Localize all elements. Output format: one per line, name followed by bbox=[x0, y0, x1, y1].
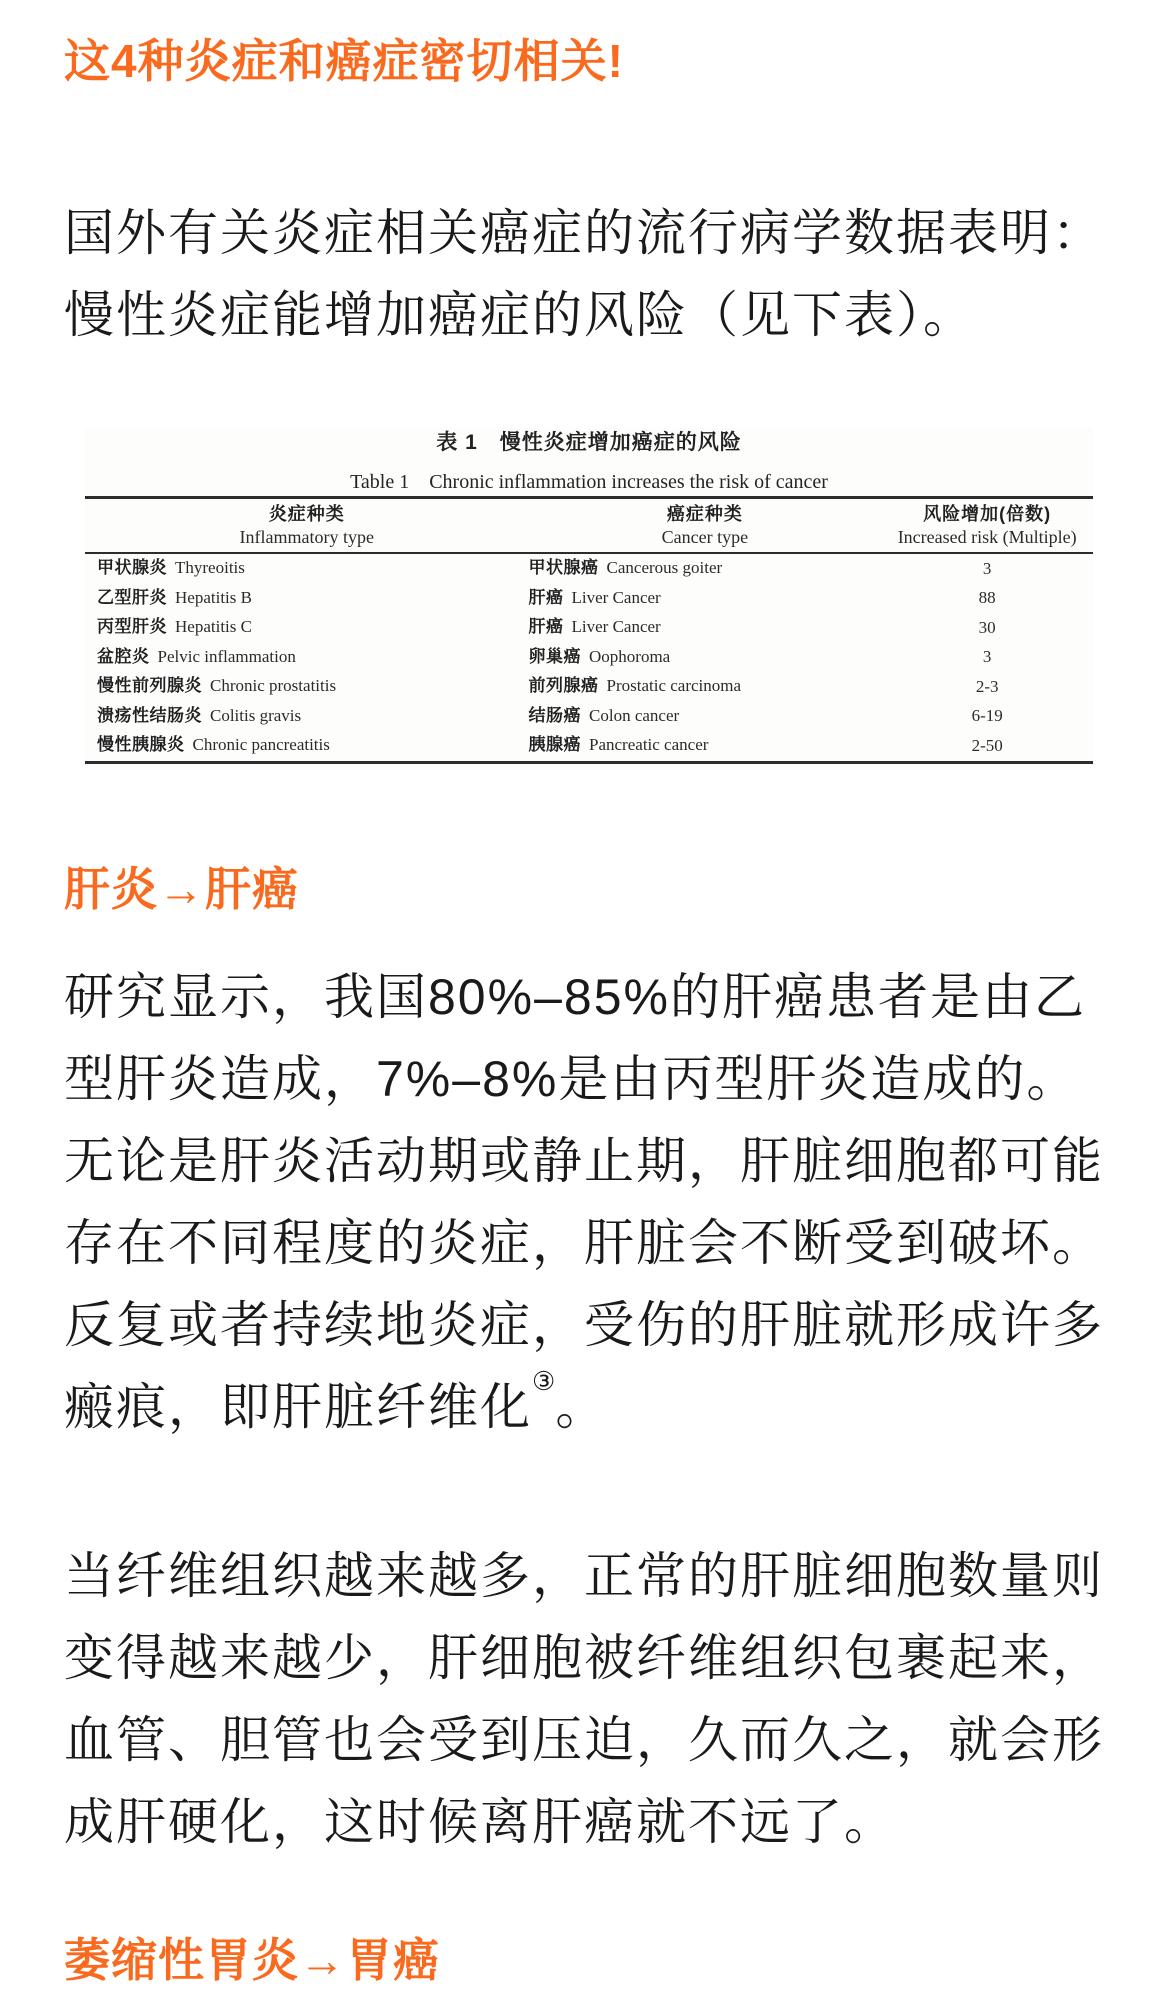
cell-risk: 6-19 bbox=[971, 706, 1003, 725]
column-header-label-en: Inflammatory type bbox=[239, 527, 374, 547]
cancer-cn: 胰腺癌 bbox=[528, 735, 582, 754]
inflammation-cn: 丙型肝炎 bbox=[97, 617, 167, 636]
column-header-label: 炎症种类 bbox=[268, 504, 345, 524]
paragraph-line: 研究显示，我国80%–85%的肝癌患者是由乙 bbox=[64, 968, 1086, 1025]
table-caption-en: Table 1 Chronic inflammation increases the risk of cancer bbox=[350, 471, 828, 493]
cancer-cn: 肝癌 bbox=[528, 587, 564, 607]
cell-cancer bbox=[529, 731, 882, 762]
table-row bbox=[85, 613, 1093, 643]
paragraph-line: 国外有关炎症相关癌症的流行病学数据表明： bbox=[64, 205, 1104, 261]
cell-cancer bbox=[529, 643, 882, 673]
inflammation-cn: 甲状腺炎 bbox=[97, 558, 167, 577]
cell-risk: 88 bbox=[978, 588, 996, 607]
cell-inflammation bbox=[85, 672, 529, 702]
table-row bbox=[85, 702, 1093, 732]
cancer-en: Liver Cancer bbox=[571, 587, 661, 607]
cell-inflammation bbox=[85, 584, 529, 614]
inflammation-cn: 慢性前列腺炎 bbox=[97, 676, 202, 695]
cancer-cn: 卵巢癌 bbox=[528, 646, 582, 666]
cell-inflammation bbox=[85, 702, 529, 732]
cell-inflammation bbox=[85, 643, 529, 673]
paragraph-line: 慢性炎症能增加癌症的风险（见下表）。 bbox=[64, 287, 975, 343]
cancer-en: Prostatic carcinoma bbox=[606, 676, 742, 695]
paragraph-line: 存在不同程度的炎症，肝脏会不断受到破坏。 bbox=[64, 1214, 1104, 1271]
cell-cancer bbox=[529, 672, 882, 702]
column-header-label-en: Cancer type bbox=[661, 527, 749, 547]
paragraph-line: 血管、胆管也会受到压迫，久而久之，就会形 bbox=[64, 1711, 1104, 1768]
inflammation-en: Thyreoitis bbox=[175, 558, 245, 577]
inflammation-en: Colitis gravis bbox=[210, 705, 302, 725]
cancer-cn: 结肠癌 bbox=[528, 705, 582, 725]
inflammation-en: Hepatitis B bbox=[175, 587, 252, 607]
table-figure bbox=[85, 428, 1093, 764]
cell-cancer bbox=[529, 553, 882, 584]
cancer-en: Pancreatic cancer bbox=[589, 735, 709, 754]
intro-paragraph bbox=[64, 192, 1106, 356]
reference-mark: ③ bbox=[532, 1365, 556, 1396]
table-caption-cn: 表 1 慢性炎症增加癌症的风险 bbox=[436, 431, 742, 454]
table-row bbox=[85, 643, 1093, 673]
paragraph-line: 无论是肝炎活动期或静止期，肝脏细胞都可能 bbox=[64, 1132, 1104, 1189]
paragraph-line: 反复或者持续地炎症，受伤的肝脏就形成许多 bbox=[64, 1296, 1104, 1353]
column-header-label-en: Increased risk (Multiple) bbox=[897, 527, 1077, 547]
cell-risk: 2-3 bbox=[975, 676, 999, 696]
cell-risk: 3 bbox=[982, 558, 992, 578]
risk-table bbox=[85, 496, 1093, 764]
table-row bbox=[85, 731, 1093, 762]
cell-risk: 3 bbox=[982, 647, 992, 666]
cell-risk: 30 bbox=[978, 617, 996, 637]
cell-inflammation bbox=[85, 613, 529, 643]
cancer-cn: 肝癌 bbox=[528, 617, 564, 636]
paragraph-line: 型肝炎造成，7%–8%是由丙型肝炎造成的。 bbox=[64, 1050, 1079, 1107]
table-row bbox=[85, 584, 1093, 614]
column-header-inflammation bbox=[85, 498, 529, 554]
paragraph-line: 变得越来越少，肝细胞被纤维组织包裹起来， bbox=[64, 1629, 1104, 1686]
inflammation-en: Hepatitis C bbox=[175, 617, 252, 636]
table-header-row bbox=[85, 498, 1093, 554]
table-row bbox=[85, 553, 1093, 584]
cell-inflammation bbox=[85, 553, 529, 584]
cell-cancer bbox=[529, 584, 882, 614]
cell-risk: 2-50 bbox=[971, 735, 1003, 755]
inflammation-cn: 慢性胰腺炎 bbox=[97, 735, 185, 754]
paragraph-line bbox=[64, 1366, 1106, 1448]
table-row bbox=[85, 672, 1093, 702]
paragraph-line: 当纤维组织越来越多，正常的肝脏细胞数量则 bbox=[64, 1547, 1104, 1604]
inflammation-cn: 乙型肝炎 bbox=[97, 587, 167, 607]
inflammation-cn: 盆腔炎 bbox=[97, 646, 150, 666]
article-title: 这4种炎症和癌症密切相关! bbox=[64, 35, 624, 87]
column-header-label: 风险增加(倍数) bbox=[923, 504, 1052, 524]
cancer-en: Liver Cancer bbox=[571, 617, 661, 636]
paragraph-fibrosis bbox=[64, 956, 1106, 1448]
cell-cancer bbox=[529, 702, 882, 732]
section-heading-hepatitis: 肝炎→肝癌 bbox=[64, 862, 299, 915]
inflammation-en: Chronic pancreatitis bbox=[192, 735, 330, 754]
cell-inflammation bbox=[85, 731, 529, 762]
paragraph-cirrhosis bbox=[64, 1535, 1106, 1863]
cancer-en: Oophoroma bbox=[589, 646, 671, 666]
section-heading-gastritis: 萎缩性胃炎→胃癌 bbox=[64, 1933, 440, 1986]
column-header-risk bbox=[881, 498, 1093, 554]
column-header-label: 癌症种类 bbox=[666, 504, 743, 524]
line-text: 。 bbox=[555, 1378, 608, 1435]
inflammation-en: Pelvic inflammation bbox=[157, 646, 296, 666]
inflammation-en: Chronic prostatitis bbox=[210, 676, 337, 695]
column-header-cancer bbox=[529, 498, 882, 554]
line-text: 瘢痕，即肝脏纤维化 bbox=[64, 1378, 532, 1435]
cancer-en: Cancerous goiter bbox=[606, 558, 723, 577]
paragraph-line: 成肝硬化，这时候离肝癌就不远了。 bbox=[64, 1793, 896, 1850]
cancer-en: Colon cancer bbox=[589, 705, 680, 725]
cell-cancer bbox=[529, 613, 882, 643]
inflammation-cn: 溃疡性结肠炎 bbox=[97, 705, 202, 725]
cancer-cn: 前列腺癌 bbox=[528, 676, 599, 695]
cancer-cn: 甲状腺癌 bbox=[528, 558, 599, 577]
